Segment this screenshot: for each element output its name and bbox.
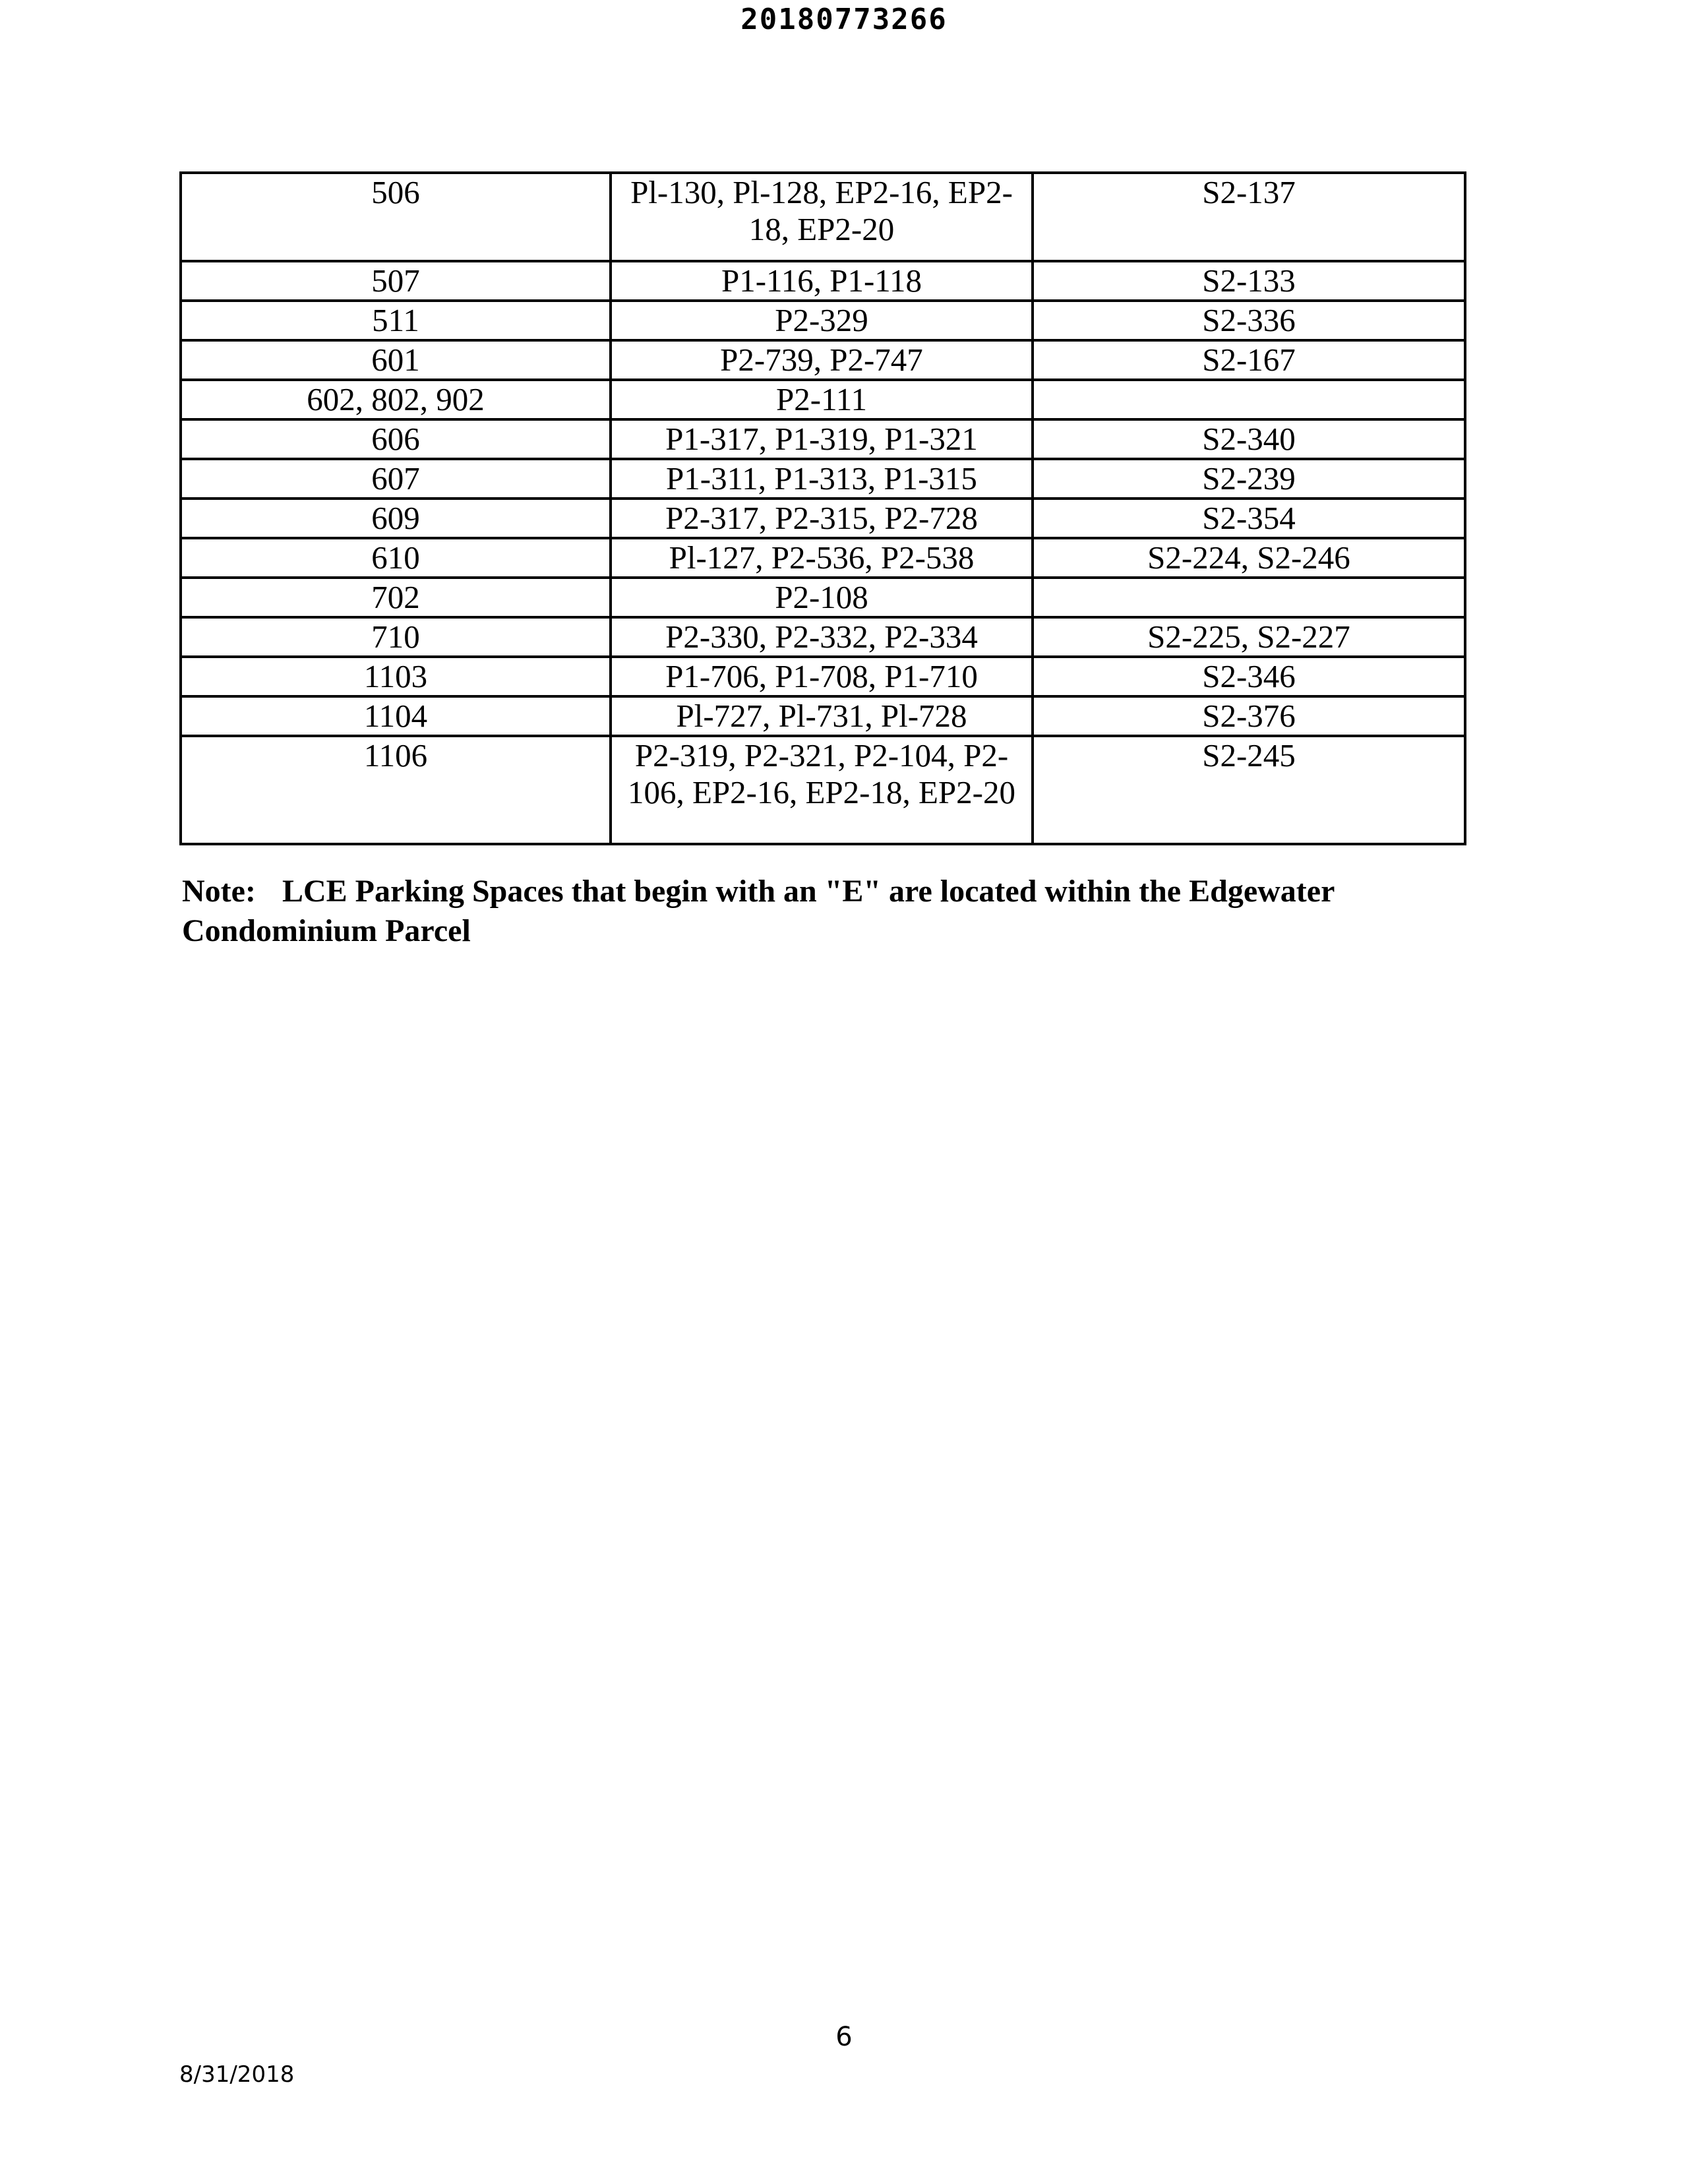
storage-cell: S2-225, S2-227 <box>1033 617 1465 657</box>
table-row <box>181 459 1465 499</box>
parking-cell: P1-706, P1-708, P1-710 <box>611 657 1033 696</box>
storage-cell: S2-239 <box>1033 459 1465 499</box>
parking-cell: P2-111 <box>611 380 1033 419</box>
unit-cell: 607 <box>181 459 611 499</box>
parking-storage-table <box>179 171 1466 845</box>
parking-cell: P2-330, P2-332, P2-334 <box>611 617 1033 657</box>
table-row <box>181 696 1465 736</box>
table-row <box>181 380 1465 419</box>
unit-cell: 506 <box>181 173 611 261</box>
unit-cell: 1103 <box>181 657 611 696</box>
unit-cell: 601 <box>181 340 611 380</box>
table-row <box>181 261 1465 301</box>
note-label: Note: <box>182 874 256 909</box>
table-row <box>181 617 1465 657</box>
unit-cell: 710 <box>181 617 611 657</box>
unit-cell: 511 <box>181 301 611 340</box>
storage-cell: S2-133 <box>1033 261 1465 301</box>
parking-cell: P2-317, P2-315, P2-728 <box>611 499 1033 538</box>
unit-cell: 1106 <box>181 736 611 844</box>
table-row <box>181 657 1465 696</box>
storage-cell: S2-376 <box>1033 696 1465 736</box>
storage-cell: S2-245 <box>1033 736 1465 844</box>
parking-cell: P2-329 <box>611 301 1033 340</box>
table-row <box>181 499 1465 538</box>
parking-storage-table-container <box>179 171 1464 845</box>
document-number: 20180773266 <box>740 3 948 36</box>
parking-cell: P1-116, P1-118 <box>611 261 1033 301</box>
storage-cell <box>1033 380 1465 419</box>
storage-cell: S2-137 <box>1033 173 1465 261</box>
unit-cell: 610 <box>181 538 611 578</box>
parking-cell: Pl-127, P2-536, P2-538 <box>611 538 1033 578</box>
parking-cell: Pl-130, Pl-128, EP2-16, EP2-18, EP2-20 <box>611 173 1033 261</box>
note-text: LCE Parking Spaces that begin with an "E" are located within the Edgewater Condominium Parcel <box>182 874 1335 948</box>
parking-cell: P2-319, P2-321, P2-104, P2-106, EP2-16, EP2-18, EP2-20 <box>611 736 1033 844</box>
unit-cell: 609 <box>181 499 611 538</box>
page-number: 6 <box>835 2022 853 2052</box>
table-row <box>181 578 1465 617</box>
storage-cell: S2-354 <box>1033 499 1465 538</box>
storage-cell <box>1033 578 1465 617</box>
storage-cell: S2-167 <box>1033 340 1465 380</box>
table-row <box>181 736 1465 844</box>
table-row <box>181 340 1465 380</box>
parking-cell: Pl-727, Pl-731, Pl-728 <box>611 696 1033 736</box>
storage-cell: S2-346 <box>1033 657 1465 696</box>
table-row <box>181 419 1465 459</box>
table-row <box>181 301 1465 340</box>
table-body <box>181 173 1465 844</box>
parking-cell: P1-311, P1-313, P1-315 <box>611 459 1033 499</box>
unit-cell: 1104 <box>181 696 611 736</box>
unit-cell: 606 <box>181 419 611 459</box>
storage-cell: S2-340 <box>1033 419 1465 459</box>
parking-cell: P2-108 <box>611 578 1033 617</box>
unit-cell: 702 <box>181 578 611 617</box>
footer-date: 8/31/2018 <box>179 2061 295 2088</box>
unit-cell: 507 <box>181 261 611 301</box>
note <box>182 872 1474 951</box>
storage-cell: S2-224, S2-246 <box>1033 538 1465 578</box>
table-row <box>181 173 1465 261</box>
table-row <box>181 538 1465 578</box>
storage-cell: S2-336 <box>1033 301 1465 340</box>
parking-cell: P1-317, P1-319, P1-321 <box>611 419 1033 459</box>
unit-cell: 602, 802, 902 <box>181 380 611 419</box>
parking-cell: P2-739, P2-747 <box>611 340 1033 380</box>
